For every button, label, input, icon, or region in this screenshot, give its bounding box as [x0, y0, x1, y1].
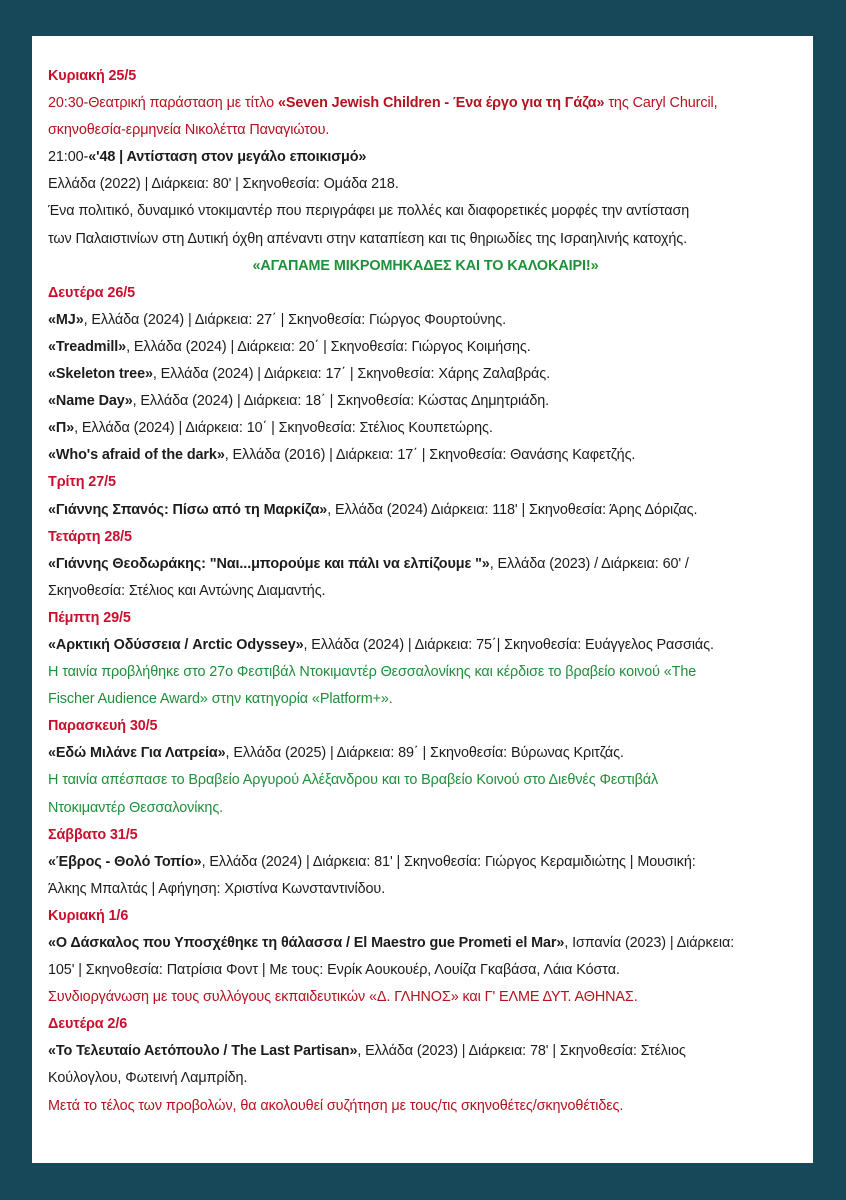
film-info: , Ελλάδα (2023) | Διάρκεια: 78' | Σκηνοθεσία: Στέλιος: [357, 1043, 686, 1060]
theater-event-line: [48, 90, 803, 117]
event-title: «Seven Jewish Children - Ένα έργο για τη Γάζα»: [277, 95, 605, 112]
program-schedule: [48, 63, 803, 1120]
film-entry: [48, 415, 803, 442]
film-entry: [48, 442, 803, 469]
film-title: «'48 | Αντίσταση στον μεγάλο εποικισμό»: [88, 149, 367, 166]
film-title: «Αρκτική Οδύσσεια / Arctic Odyssey»: [48, 636, 304, 653]
film-info: , Ελλάδα (2016) | Διάρκεια: 17΄ | Σκηνοθεσία: Θανάσης Καφετζής.: [224, 447, 636, 464]
film-info: , Ελλάδα (2024) | Διάρκεια: 81' | Σκηνοθεσία: Γιώργος Κεραμιδιώτης | Μουσική:: [201, 853, 696, 870]
film-entry: [48, 307, 803, 334]
film-note: Η ταινία προβλήθηκε στο 27ο Φεστιβάλ Ντοκιμαντέρ Θεσσαλονίκης και κέρδισε το βραβείο κοινού «The: [48, 664, 697, 681]
film-info: , Ελλάδα (2024) | Διάρκεια: 10΄ | Σκηνοθεσία: Στέλιος Κουπετώρης.: [74, 420, 493, 437]
day-heading-thu-29-5: Πέμπτη 29/5: [48, 609, 131, 626]
film-info: , Ελλάδα (2024) Διάρκεια: 118' | Σκηνοθεσία: Άρης Δόριζας.: [327, 501, 698, 518]
film-note: Fischer Audience Award» στην κατηγορία «Platform+».: [48, 691, 393, 708]
film-title: «Skeleton tree»: [48, 366, 153, 383]
film-entry: [48, 334, 803, 361]
film-info: Άλκης Μπαλτάς | Αφήγηση: Χριστίνα Κωνσταντινίδου.: [48, 880, 386, 897]
day-heading-sun-25-5: Κυριακή 25/5: [48, 68, 137, 84]
film-info: , Ελλάδα (2024) | Διάρκεια: 17΄ | Σκηνοθεσία: Χάρης Ζαλαβράς.: [152, 366, 550, 383]
film-note: Συνδιοργάνωση με τους συλλόγους εκπαιδευτικών «Δ. ΓΛΗΝΟΣ» και Γ' ΕΛΜΕ ΔΥΤ. ΑΘΗΝΑΣ.: [48, 989, 638, 1006]
film-info: , Ελλάδα (2024) | Διάρκεια: 75΄| Σκηνοθεσία: Ευάγγελος Ρασσιάς.: [303, 636, 714, 653]
film-info: Ελλάδα (2022) | Διάρκεια: 80' | Σκηνοθεσία: Ομάδα 218.: [48, 176, 399, 193]
film-entry: [48, 849, 803, 876]
day-heading-mon-2-6: Δευτέρα 2/6: [48, 1016, 128, 1033]
film-title: «Το Τελευταίο Αετόπουλο / The Last Partisan»: [48, 1043, 358, 1060]
film-info: , Ελλάδα (2023) / Διάρκεια: 60' /: [489, 555, 689, 572]
screening-time: 21:00-: [48, 149, 89, 166]
event-credits: σκηνοθεσία-ερμηνεία Νικολέττα Παναγιώτου.: [48, 122, 330, 139]
day-heading-wed-28-5: Τετάρτη 28/5: [48, 528, 132, 545]
film-description: Ένα πολιτικό, δυναμικό ντοκιμαντέρ που περιγράφει με πολλές και διαφορετικές μορφές την αντίσταση: [48, 203, 690, 220]
film-description: των Παλαιστινίων στη Δυτική όχθη απέναντι στην καταπίεση και τις θηριωδίες της Ισραηλινής κατοχής.: [48, 230, 687, 247]
film-title: «Who's afraid of the dark»: [48, 447, 225, 464]
film-note: Ντοκιμαντέρ Θεσσαλονίκης.: [48, 799, 224, 816]
screening-line: [48, 144, 803, 171]
film-info: Κούλογλου, Φωτεινή Λαμπρίδη.: [48, 1070, 248, 1087]
day-heading-mon-26-5: Δευτέρα 26/5: [48, 284, 136, 301]
event-text: 20:30-Θεατρική παράσταση με τίτλο: [48, 95, 278, 112]
film-info: , Ελλάδα (2025) | Διάρκεια: 89΄ | Σκηνοθεσία: Βύρωνας Κριτζάς.: [225, 745, 624, 762]
film-entry: [48, 551, 803, 578]
film-info: , Ελλάδα (2024) | Διάρκεια: 27΄ | Σκηνοθεσία: Γιώργος Φουρτούνης.: [83, 311, 507, 328]
section-banner: [48, 253, 803, 280]
event-text: της Caryl Churcil,: [604, 95, 718, 112]
day-heading-tue-27-5: Τρίτη 27/5: [48, 474, 116, 491]
film-title: «Εδώ Μιλάνε Για Λατρεία»: [48, 745, 226, 762]
program-page: [32, 36, 813, 1163]
film-entry: [48, 497, 803, 524]
film-note: Η ταινία απέσπασε το Βραβείο Αργυρού Αλέξανδρου και το Βραβείο Κοινού στο Διεθνές Φεστιβάλ: [48, 772, 659, 789]
film-info: , Ελλάδα (2024) | Διάρκεια: 18΄ | Σκηνοθεσία: Κώστας Δημητριάδη.: [132, 393, 550, 410]
closing-note: Μετά το τέλος των προβολών, θα ακολουθεί συζήτηση με τους/τις σκηνοθέτες/σκηνοθέτιδες.: [48, 1097, 624, 1114]
film-title: «Π»: [48, 420, 75, 437]
film-entry: [48, 930, 803, 957]
film-title: «Ο Δάσκαλος που Υποσχέθηκε τη θάλασσα / El Maestro gue Prometi el Mar»: [48, 935, 565, 951]
film-entry: [48, 1038, 803, 1065]
film-entry: [48, 361, 803, 388]
film-info: , Ελλάδα (2024) | Διάρκεια: 20΄ | Σκηνοθεσία: Γιώργος Κοιμήσης.: [126, 338, 531, 355]
film-entry: [48, 632, 803, 659]
day-heading-sun-1-6: Κυριακή 1/6: [48, 907, 129, 924]
banner-text: «ΑΓΑΠΑΜΕ ΜΙΚΡΟΜΗΚΑΔΕΣ ΚΑΙ ΤΟ ΚΑΛΟΚΑΙΡΙ!»: [252, 257, 599, 274]
film-title: «Γιάννης Θεοδωράκης: "Ναι...μπορούμε και πάλι να ελπίζουμε "»: [48, 555, 490, 572]
film-title: «Treadmill»: [48, 338, 127, 355]
film-title: «MJ»: [48, 311, 84, 328]
film-title: «Name Day»: [48, 393, 133, 410]
film-info: , Ισπανία (2023) | Διάρκεια:: [564, 935, 735, 951]
film-entry: [48, 740, 803, 767]
film-title: «Έβρος - Θολό Τοπίο»: [48, 853, 202, 870]
film-info: 105' | Σκηνοθεσία: Πατρίσια Φοντ | Με τους: Ενρίκ Αουκουέρ, Λουίζα Γκαβάσα, Λάια Κόστα.: [48, 962, 620, 979]
film-title: «Γιάννης Σπανός: Πίσω από τη Μαρκίζα»: [48, 501, 328, 518]
day-heading-sat-31-5: Σάββατο 31/5: [48, 826, 138, 843]
film-info: Σκηνοθεσία: Στέλιος και Αντώνης Διαμαντής.: [48, 582, 326, 599]
film-entry: [48, 388, 803, 415]
day-heading-fri-30-5: Παρασκευή 30/5: [48, 718, 158, 735]
